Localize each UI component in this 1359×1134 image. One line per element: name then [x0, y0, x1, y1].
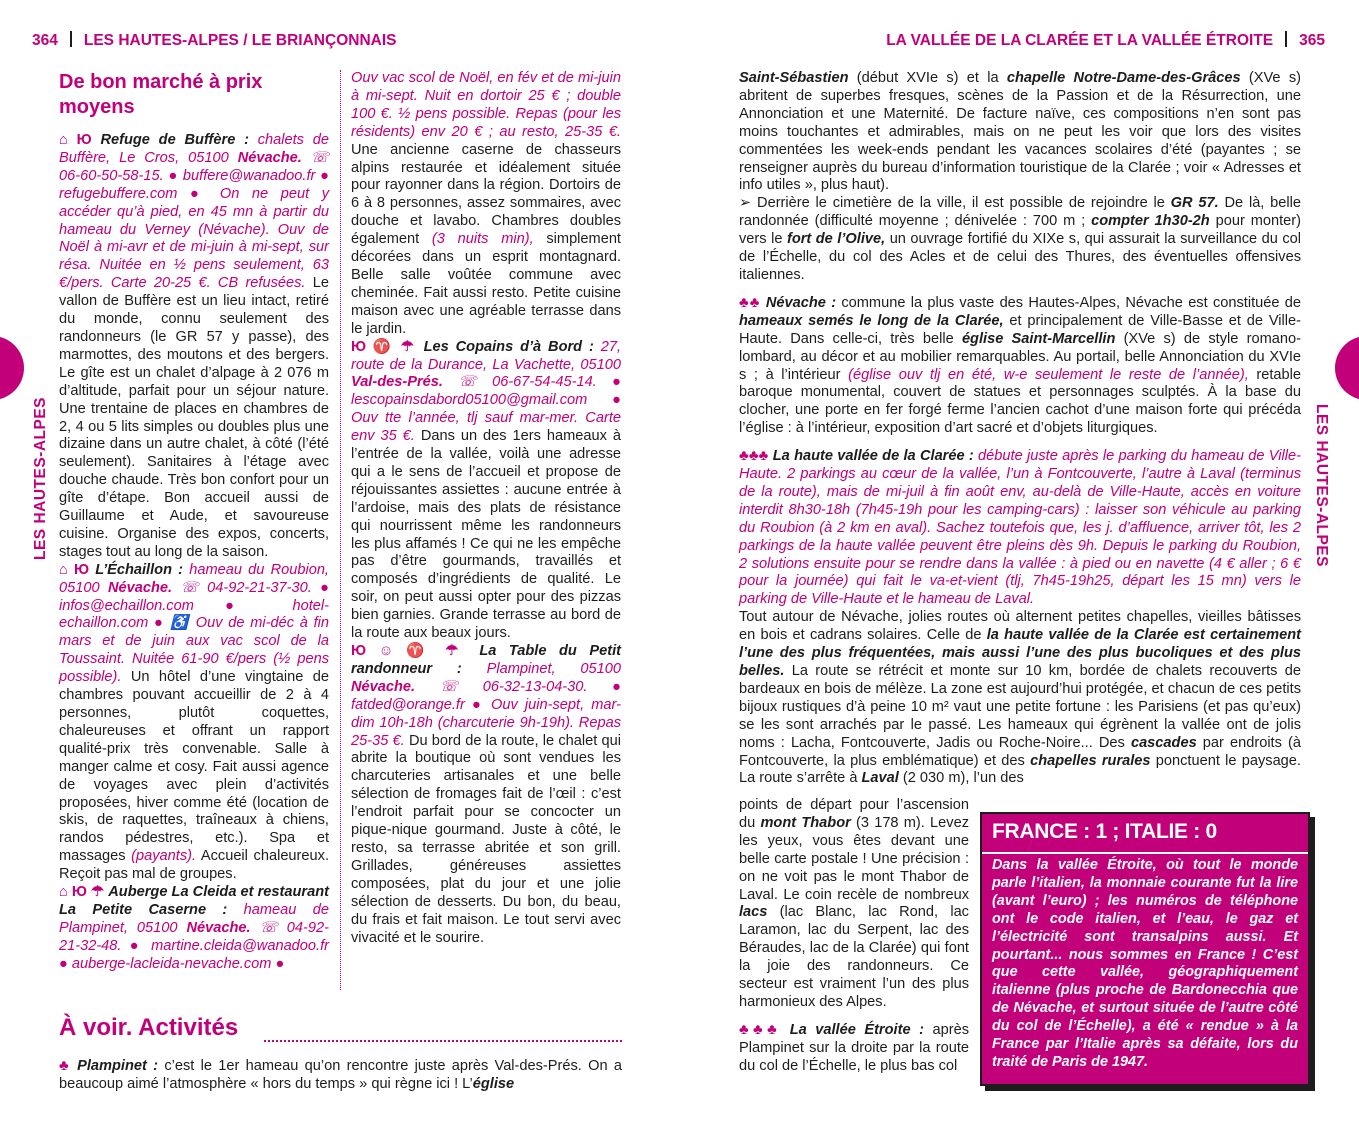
entry-name: La Table du Petit randonneur : — [351, 643, 621, 677]
heading-dotted-rule — [264, 1040, 622, 1042]
sidebar-box-france-italie — [980, 812, 1310, 1086]
entry-description: Dans un des 1ers hameaux à l’entrée de la vallée, voilà une adresse qui a le sens de l’accueil et propose de réjouissantes assiettes : aucune entrée à l’ardoise, mais des plats de résistance qui nourrissent même les randonneurs les plus affamés ! Ce qui ne les empêche pas d’être gourmands, travaillés et composés d’ingrédients de qualité. Le soir, on peut aussi opter pour des pizzas bien garnies. Grande terrasse au bord de la route aux beaux jours. — [351, 428, 621, 642]
right-running-head — [886, 31, 1325, 50]
entry-haute-vallee: ♣♣♣ La haute vallée de la Clarée : débute juste après le parking du hameau de Ville-Haute. 2 parkings au cœur de la vallée, l’un à Fontcouverte, l’autre à Laval (terminus de la route), mais de mi-juil à fin août env, au-delà de Ville-Haute, accès en voiture interdit 8h30-18h (7h45-19h pour les camping-cars) : laisser son véhicule au parking du Roubion (à 2 km en aval). Sachez toutefois que, les j. d’affluence, arriver tôt, les 2 parkings de la haute vallée peuvent être pleins dès 9h. Depuis le parking du Roubion, 2 solutions ensuite pour se rendre dans la vallée : à pied ou en navette (4 € aller ; 6 € pour la journée) qui fait le va-et-vient (tlj, 7h45-19h25, départ les 15 mn) vers le parking de Ville-Haute et le hameau de Laval. — [739, 448, 1301, 608]
entry-contact: Ouv vac scol de Noël, en fév et de mi-juin à mi-sept. Nuit en dortoir 25 € ; double 100 €. ½ pens possible. Repas (pour les résidents) env 20 € ; au resto, 25-35 €. — [351, 70, 621, 140]
paragraph-routes: Tout autour de Névache, jolies routes où alternent petites chapelles, vieilles bâtisses en bois et cadrans solaires. Celle de la haute vallée de la Clarée est certainement l’une des plus fréquentées, mais aussi l’une des plus bucoliques et des plus belles. La route se rétrécit et monte sur 10 km, bordée de chalets recouverts de bardeaux en bois de mélèze. La zone est aujourd’hui protégée, et chacun de ces petits bijoux rustiques d’à peine 10 m² vaut une petite fortune : les Parisiens (et pas qu’eux) se les sont arrachés par le passé. Les hameaux qui égrènent la vallée ont de jolis noms : Lacha, Fontcouverte, Jadis ou Roche-Noire... Des cascades par endroits (à Fontcouverte, la plus emblématique) et des chapelles rurales ponctuent le paysage. La route s’arrête à Laval (2 030 m), l’un des — [739, 609, 1301, 787]
entry-copains-da-bord: Ю ♈ ☂ Les Copains d’à Bord : 27, route de la Durance, La Vachette, 05100 Val-des-Prés. ☏ 06-67-54-45-14. ● lescopainsdabord05100@gmail.com ● Ouv tte l’année, tlj sauf mar-mer. Carte env 35 €. Dans un des 1ers hameaux à l’entrée de la vallée, voilà une adresse qui a le sens de l’accueil et propose de réjouissantes assiettes : aucune entrée à l’ardoise, mais des plats de résistance qui nourrissent même les randonneurs les plus affamés ! Ce qui ne les empêche pas d’être gourmands, travaillés et composés d’ingrédients de qualité. Le soir, on peut aussi opter pour des pizzas bien garnies. Grande terrasse au bord de la route aux beaux jours. — [351, 338, 621, 642]
box-title: FRANCE : 1 ; ITALIE : 0 — [992, 820, 1217, 843]
entry-table-petit-randonneur: Ю ☺ ♈ ☂ La Table du Petit randonneur : Plampinet, 05100 Névache. ☏ 06-32-13-04-30. ● fatded@orange.fr ● Ouv juin-sept, mar-dim 10h-18h (charcuterie 9h-19h). Repas 25-35 €. Du bord de la route, le chalet qui abrite la boutique où sont vendues les charcuteries artisanales et une belle sélection de fromages fait de l’œil : c’est l’endroit parfait pour se concocter un pique-nique gourmand. Juste à côté, le resto, sa terrasse abritée et son grill. Grillades, généreuses assiettes composées, plat du jour et une jolie sélection de desserts. Du bon, du beau, du frais et fait maison. Le tout servi avec vivacité et le sourire. — [351, 643, 621, 946]
entry-plampinet: ♣ Plampinet : c’est le 1er hameau qu’on rencontre juste après Val-des-Prés. On a beaucoup aimé l’atmosphère « hors du temps » qui règne ici ! L’église — [59, 1058, 623, 1092]
entry-contact: ☏ 06-60-50-58-15. ● buffere@wanadoo.fr ● refugebuffere.com ● On ne peut y accéder qu’à pied, en 45 mn à partir du hameau du Verney (Névache). Ouv de Noël à mi-avr et de mi-juin à mi-sept, sur résa. Nuitée en ½ pens seulement, 63 €/pers. Carte 20-25 €. CB refusées. — [59, 149, 330, 292]
left-page-number: 364 — [32, 32, 58, 49]
entry-la-cleida: ⌂ Ю ☂ Auberge La Cleida et restaurant La Petite Caserne : hameau de Plampinet, 05100 Névache. ☏ 04-92-21-32-48. ● martine.cleida@wanadoo.fr ● auberge-lacleida-nevache.com ● — [59, 884, 329, 972]
right-page-number: 365 — [1299, 32, 1325, 49]
entry-la-cleida-continued: Ouv vac scol de Noël, en fév et de mi-juin à mi-sept. Nuit en dortoir 25 € ; double 100 €. ½ pens possible. Repas (pour les résidents) env 20 € ; au resto, 25-35 €. Une ancienne caserne de chasseurs alpins restaurée et idéalement située pour rayonner dans la région. Dortoirs de 6 à 8 personnes, assez sommaires, avec douche et lavabo. Chambres doubles également (3 nuits min), simplement décorées dans un esprit montagnard. Belle salle voûtée commune avec cheminée. Fait aussi resto. Petite cuisine maison avec une agréable terrasse dans le jardin. — [351, 70, 621, 337]
entry-contact: ☏ 06-32-13-04-30. ● fatded@orange.fr ● Ouv juin-sept, mar-dim 10h-18h (charcuterie 9h-19h). Repas 25-35 €. — [351, 678, 621, 749]
lodging-restaurant-icon: ⌂ Ю — [59, 561, 90, 578]
left-head-title: LES HAUTES-ALPES / LE BRIANÇONNAIS — [83, 32, 397, 49]
restaurant-shop-bar-terrace-icon: Ю ☺ ♈ ☂ — [351, 643, 467, 659]
sight-rating-icon: ♣♣ — [739, 294, 761, 311]
entry-name: Les Copains d’à Bord : — [423, 338, 594, 355]
sight-icon: ♣ — [59, 1058, 71, 1074]
paragraph-chapels: Saint-Sébastien (début XVIe s) et la chapelle Notre-Dame-des-Grâces (XVe s) abritent de superbes fresques, scènes de la Passion et de la Résurrection, une Annonciation et une Maternité. De facture naïve, ces compositions n’en sont pas moins touchantes et admirables, mais on ne peut les voir que lors des visites commentées les week-ends pendant les vacances scolaires d’été (payantes ; se renseigner auprès du bureau d’information touristique de la Clarée ; voir « Adresses et info utiles », plus haut). — [739, 70, 1301, 194]
paragraph-gr57: ➢ Derrière le cimetière de la ville, il est possible de rejoindre le GR 57. De là, belle randonnée (difficulté moyenne ; dénivelée : 700 m ; compter 1h30-2h pour monter) vers le fort de l’Olive, un ouvrage fortifié du XIXe s, qui assurait la surveillance du col de l’Échelle, du col des Acles et de celui des Thures, des éventuelles offensives italiennes. — [739, 195, 1302, 283]
paragraph-thabor: points de départ pour l’ascension du mont Thabor (3 178 m). Levez les yeux, vous êtes devant une belle carte postale ! Une précision : on ne voit pas le mont Thabor de Laval. Le coin recèle de nombreux lacs (lac Blanc, lac Rond, lac Laramon, lac du Serpent, lac des Béraudes, lac de la Clarée) qui font la joie des randonneurs. Ce secteur est vraiment l’un des plus harmonieux des Alpes. — [739, 797, 969, 1010]
entry-name: Névache : — [765, 294, 837, 311]
right-side-label: LES HAUTES-ALPES — [1313, 404, 1330, 568]
header-divider — [1285, 31, 1287, 47]
entry-name: Auberge La Cleida et restaurant La Petite Caserne : — [59, 884, 329, 918]
left-side-label: LES HAUTES-ALPES — [32, 396, 49, 560]
column-divider — [340, 70, 341, 990]
box-text: Dans la vallée Étroite, où tout le monde parle l’italien, la monnaie courante fut la lire (avant l’euro) ; les numéros de téléphone ont le code italien, et l’eau, le gaz et l’électricité sont transalpins aussi. Et pourtant... nous sommes en France ! C’est que cette vallée, géographiquement italienne (plus proche de Bardonecchia que de Névache, et surtout située de l’autre côté du col de l’Échelle), a été « rendue » à la France par l’Italie après sa défaite, lors du traité de Paris de 1947. — [992, 857, 1298, 1070]
entry-name: La vallée Étroite : — [789, 1021, 924, 1038]
entry-description: Le vallon de Buffère est un lieu intact, retiré du monde, connu seulement des randonneurs (le GR 57 y passe), des marmottes, des moutons et des bergers. Le gîte est un chalet d’alpage à 2 076 m d’altitude, parfait pour un séjour nature. Une trentaine de places en chambres de 2, 4 ou 5 lits simples ou doubles plus une dizaine dans un autre chalet, à côté (l’été seulement). Sanitaires à l’étage avec douche chaude. Très bon confort pour un gîte d’étape. Bon accueil aussi de Guillaume et Aude, et savoureuse cuisine. Organise des expos, concerts, stages tout au long de la saison. — [59, 275, 329, 560]
sight-rating-icon: ♣♣♣ — [739, 1021, 782, 1038]
entry-name: La haute vallée de la Clarée : — [772, 448, 974, 465]
entry-description: Une ancienne caserne de chasseurs alpins restaurée et idéalement située pour rayonner dans la région. Dortoirs de 6 à 8 personnes, assez sommaires, avec douche et lavabo. Chambres doubles également — [351, 141, 621, 248]
entry-name: L’Échaillon : — [95, 561, 184, 578]
entry-refuge-buffere: ⌂ Ю Refuge de Buffère : chalets de Buffère, Le Cros, 05100 Névache. ☏ 06-60-50-58-15. ● buffere@wanadoo.fr ● refugebuffere.com ● On ne peut y accéder qu’à pied, en 45 mn à partir du hameau du Verney (Névache). Ouv de Noël à mi-avr et de mi-juin à mi-sept, sur résa. Nuitée en ½ pens seulement, 63 €/pers. Carte 20-25 €. CB refusées. Le vallon de Buffère est un lieu intact, retiré du monde, connu seulement des randonneurs (le GR 57 y passe), des marmottes, des moutons et des bergers. Le gîte est un chalet d’alpage à 2 076 m d’altitude, parfait pour un séjour nature. Une trentaine de places en chambres de 2, 4 ou 5 lits simples ou doubles plus une dizaine dans un autre chalet, à côté (l’été seulement). Sanitaires à l’étage avec douche chaude. Très bon confort pour un gîte d’étape. Bon accueil aussi de Guillaume et Aude, et savoureuse cuisine. Organise des expos, concerts, stages tout au long de la saison. — [59, 132, 330, 560]
entry-contact: ☏ 06-67-54-45-14. ● lescopainsdabord05100@gmail.com ● Ouv tte l’année, tlj sauf mar-mer. Carte env 35 €. — [351, 374, 621, 445]
left-page — [0, 0, 679, 1134]
right-narrow-column — [739, 797, 969, 1076]
left-running-head — [32, 31, 396, 50]
section-heading-prices: De bon marché à prix moyens — [59, 71, 263, 118]
entry-contact: ☏ 04-92-21-37-30. ● infos@echaillon.com ● hotel-echaillon.com ● ♿ Ouv de mi-déc à fin mars et de juin aux vac scol de la Toussaint. Nuitée 61-90 €/pers (½ pens possible). — [59, 579, 329, 686]
restaurant-bar-terrace-icon: Ю ♈ ☂ — [351, 338, 417, 355]
entry-description: Un hôtel d’une vingtaine de chambres pouvant accueillir de 2 à 4 personnes, plutôt coquettes, chaleureuses et offrant un rapport qualité-prix très convenable. Salle à manger calme et cosy. Fait aussi agence de voyages avec plein d’activités proposées, hiver comme été (location de skis, de raquettes, traîneaux à chiens, randos pédestres, etc.). Spa et massages — [59, 669, 329, 865]
entry-contact: ☏ 04-92-21-32-48. ● martine.cleida@wanadoo.fr ● auberge-lacleida-nevache.com ● — [59, 919, 329, 972]
entry-name: Refuge de Buffère : — [100, 132, 249, 148]
section-heading-activities: À voir. Activités — [59, 1014, 239, 1041]
lodging-restaurant-icon: ⌂ Ю — [59, 132, 92, 148]
left-column-2 — [351, 70, 621, 947]
left-thumb-tab — [0, 336, 24, 400]
box-rule — [982, 852, 1308, 854]
entry-nevache: ♣♣ Névache : commune la plus vaste des Hautes-Alpes, Névache est constituée de hameaux semés le long de la Clarée, et principalement de Ville-Basse et de Ville-Haute. Dans celle-ci, très belle église Saint-Marcellin (XVe s) de style romano-lombard, au décor et au mobilier remarquables. Au portail, belle Annonciation du XVIe s ; à l’intérieur (église ouv tlj en été, w-e seulement le reste de l’année), retable baroque monumental, couvert de statues et personnages sculptés. À la base du clocher, une porte en fer forgé ferme l’ancien cachot d’une maison forte qui précéda l’église : à l’intérieur, exposition d’art sacré et d’objets liturgiques. — [739, 294, 1302, 437]
entry-name: Plampinet : — [77, 1058, 159, 1074]
lodging-restaurant-terrace-icon: ⌂ Ю ☂ — [59, 884, 105, 901]
left-column-1 — [59, 70, 329, 974]
right-thumb-tab — [1335, 336, 1359, 400]
sight-rating-icon: ♣♣♣ — [739, 448, 769, 465]
entry-description: Du bord de la route, le chalet qui abrite la boutique où sont vendues les charcuteries artisanales et une belle sélection de fromages fait de l’œil : c’est l’endroit parfait pour se concocter un pique-nique gourmand. Juste à côté, le resto, sa terrasse abritée et son grill. Grillades, généreuses assiettes composées, plat du jour et une jolie sélection de desserts. Du bon, du beau, du frais et fait maison. Le tout servi avec vivacité et le sourire. — [351, 732, 621, 946]
entry-echaillon: ⌂ Ю L’Échaillon : hameau du Roubion, 05100 Névache. ☏ 04-92-21-37-30. ● infos@echaillon.com ● hotel-echaillon.com ● ♿ Ouv de mi-déc à fin mars et de juin aux vac scol de la Toussaint. Nuitée 61-90 €/pers (½ pens possible). Un hôtel d’une vingtaine de chambres pouvant accueillir de 2 à 4 personnes, plutôt coquettes, chaleureuses et offrant un rapport qualité-prix très convenable. Salle à manger calme et cosy. Fait aussi agence de voyages avec plein d’activités proposées, hiver comme été (location de skis, de raquettes, traîneaux à chiens, randos pédestres, etc.). Spa et massages (payants). Accueil chaleureux. Reçoit pas mal de groupes. — [59, 561, 329, 883]
right-head-title: LA VALLÉE DE LA CLARÉE ET LA VALLÉE ÉTROITE — [886, 32, 1274, 49]
header-divider — [70, 31, 72, 47]
entry-vallee-etroite: ♣♣♣ La vallée Étroite : après Plampinet sur la droite par la route du col de l’Échelle, le plus bas col — [739, 1021, 969, 1074]
right-main-column — [739, 70, 1301, 788]
